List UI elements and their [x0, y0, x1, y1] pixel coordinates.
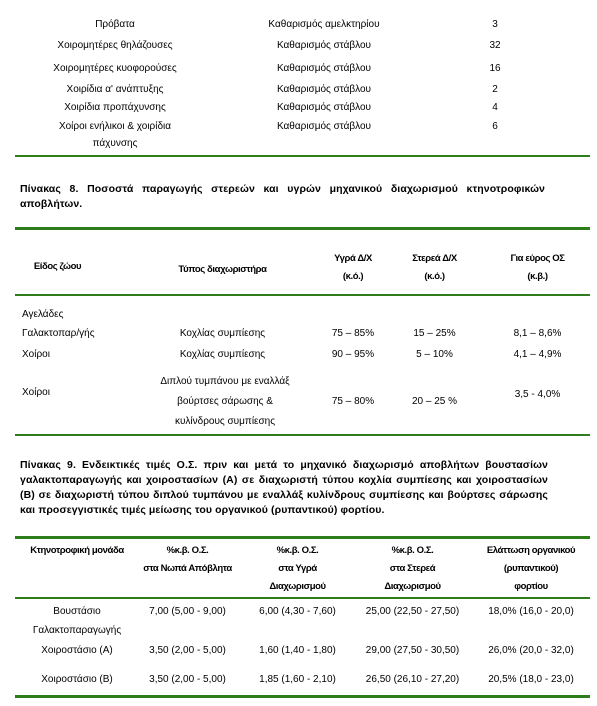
table9-cell-raw: 7,00 (5,00 - 9,00)	[149, 606, 226, 617]
table9-header-reduction-sub2: φορτίου	[514, 581, 548, 592]
table8-header-liquid: Υγρά Δ/Χ	[334, 253, 372, 264]
table8-bottom-rule	[15, 434, 590, 436]
table8-cell-separator: Διπλού τυμπάνου με εναλλάξ	[160, 376, 290, 387]
table8-cell-solid: 5 – 10%	[416, 349, 453, 360]
table9-cell-reduction: 18,0% (16,0 - 20,0)	[488, 606, 574, 617]
table8-header-os: Για εύρος ΟΣ	[510, 253, 565, 264]
table7-cell-animal: Χοιρομητέρες θηλάζουσες	[57, 40, 173, 51]
table9-header-liquid: %κ.β. Ο.Σ.	[276, 545, 319, 556]
table9-top-rule	[15, 536, 590, 539]
table7-cell-type: Καθαρισμός στάβλου	[276, 63, 372, 74]
table8-header-animal: Είδος ζώου	[33, 261, 82, 272]
table9-header-liquid-sub2: Διαχωρισμού	[269, 581, 326, 592]
table8-cell-os: 4,1 – 4,9%	[513, 349, 562, 360]
table9-header-rule	[15, 597, 590, 599]
table7-cell-animal: Χοιρίδια προπάχυνσης	[64, 102, 166, 113]
table8-cell-solid: 15 – 25%	[413, 328, 456, 339]
table9-cell-unit: Βουστάσιο	[53, 606, 101, 617]
table7-cell-value: 2	[492, 84, 498, 95]
table9-cell-raw: 3,50 (2,00 - 5,00)	[149, 645, 226, 656]
table7-cell-value: 4	[492, 102, 498, 113]
table8-caption: Πίνακας 8. Ποσοστά παραγωγής στερεών και υγρών μηχανικού διαχωρισμού κτηνοτροφικών αποβλήτων.	[20, 183, 545, 210]
table8-cell-animal: Χοίροι	[22, 349, 50, 360]
table9-header-liquid-sub: στα Υγρά	[278, 563, 317, 574]
table9-cell-unit: Χοιροστάσιο (Β)	[41, 674, 113, 685]
table8-cell-liquid: 75 – 85%	[331, 328, 375, 339]
table9-cell-solid: 26,50 (26,10 - 27,20)	[365, 674, 460, 685]
table9-cell-unit: Χοιροστάσιο (Α)	[41, 645, 113, 656]
table9-header-reduction-sub: (ρυπαντικού)	[503, 563, 559, 574]
table9-header-raw-sub: στα Νωπά Απόβλητα	[143, 563, 232, 574]
table9-cell-solid: 29,00 (27,50 - 30,50)	[365, 645, 460, 656]
table8-header-os-unit: (κ.β.)	[527, 271, 548, 282]
table9-caption: Πίνακας 9. Ενδεικτικές τιμές Ο.Σ. πριν και μετά το μηχανικό διαχωρισμό αποβλήτων βουστασίων γαλακτοπαραγωγής και χοιροστασίων (Α) σε διαχωριστή τύπου κοχλία συμπίεσης και χοιροστασίων (Β) σε διαχωριστή τύπου διπλού τυμπάνου με εναλλάξ κυλίνδρους συμπίεσης και βούρτσες σάρωσης και προσεγγιστικές τιμές μείωσης του οργανικού (ρυπαντικού) φορτίου.	[20, 459, 548, 516]
table8-cell-animal: Αγελάδες	[22, 309, 64, 320]
table9-header-unit: Κτηνοτροφική μονάδα	[30, 545, 124, 556]
table9-cell-liquid: 1,60 (1,40 - 1,80)	[259, 645, 336, 656]
table8-header-solid: Στερεά Δ/Χ	[412, 253, 457, 264]
table7-cell-animal: Πρόβατα	[95, 19, 135, 30]
table7-cell-animal: Χοιρομητέρες κυοφορούσες	[53, 63, 177, 74]
table7-cell-value: 3	[492, 19, 498, 30]
table8-cell-separator-cont: κυλίνδρους συμπίεσης	[174, 416, 276, 427]
table7-bottom-rule	[15, 155, 590, 157]
table8-cell-os: 3,5 - 4,0%	[514, 389, 561, 400]
table9-header-solid-sub2: Διαχωρισμού	[384, 581, 441, 592]
table8-top-rule	[15, 227, 590, 230]
table7-cell-type: Καθαρισμός στάβλου	[276, 102, 372, 113]
table7-cell-type: Καθαρισμός αμελκτηρίου	[268, 19, 380, 30]
table8-cell-os: 8,1 – 8,6%	[513, 328, 562, 339]
table8-cell-animal: Χοίροι	[22, 387, 50, 398]
table8-cell-separator-cont: βούρτσες σάρωσης &	[177, 396, 273, 407]
table9-header-raw: %κ.β. Ο.Σ.	[166, 545, 209, 556]
table7-cell-animal-cont: πάχυνσης	[92, 138, 138, 149]
table8-cell-separator: Κοχλίας συμπίεσης	[179, 349, 266, 360]
table9-cell-liquid: 6,00 (4,30 - 7,60)	[259, 606, 336, 617]
table7-cell-type: Καθαρισμός στάβλου	[276, 84, 372, 95]
table8-cell-separator: Κοχλίας συμπίεσης	[179, 328, 266, 339]
table8-header-solid-unit: (κ.ό.)	[424, 271, 445, 282]
table8-cell-solid: 20 – 25 %	[411, 396, 458, 407]
table9-cell-unit-cont: Γαλακτοπαραγωγής	[32, 625, 122, 636]
table9-header-reduction: Ελάττωση οργανικού	[486, 545, 576, 556]
table7-cell-type: Καθαρισμός στάβλου	[276, 40, 372, 51]
table7-cell-animal: Χοίροι ενήλικοι & χοιρίδια	[58, 121, 172, 132]
table9-header-solid-sub: στα Στερεά	[389, 563, 436, 574]
table9-cell-reduction: 26,0% (20,0 - 32,0)	[488, 645, 574, 656]
table9-header-solid: %κ.β. Ο.Σ.	[391, 545, 434, 556]
table7-cell-value: 16	[489, 63, 501, 74]
table7-cell-value: 32	[489, 40, 501, 51]
table9-cell-reduction: 20,5% (18,0 - 23,0)	[488, 674, 574, 685]
table7-cell-value: 6	[492, 121, 498, 132]
table8-cell-animal-cont: Γαλακτοπαρ/γής	[22, 328, 95, 339]
table8-header-rule	[15, 294, 590, 296]
table8-header-separator: Τύπος διαχωριστήρα	[178, 264, 267, 275]
table9-cell-raw: 3,50 (2,00 - 5,00)	[149, 674, 226, 685]
table8-cell-liquid: 90 – 95%	[331, 349, 375, 360]
table8-header-liquid-unit: (κ.ό.)	[342, 271, 364, 282]
table7-cell-type: Καθαρισμός στάβλου	[276, 121, 372, 132]
table7-cell-animal: Χοιρίδια α' ανάπτυξης	[66, 84, 164, 95]
table8-cell-liquid: 75 – 80%	[331, 396, 375, 407]
table9-cell-liquid: 1,85 (1,60 - 2,10)	[259, 674, 336, 685]
table9-bottom-rule	[15, 695, 590, 698]
table9-cell-solid: 25,00 (22,50 - 27,50)	[365, 606, 460, 617]
